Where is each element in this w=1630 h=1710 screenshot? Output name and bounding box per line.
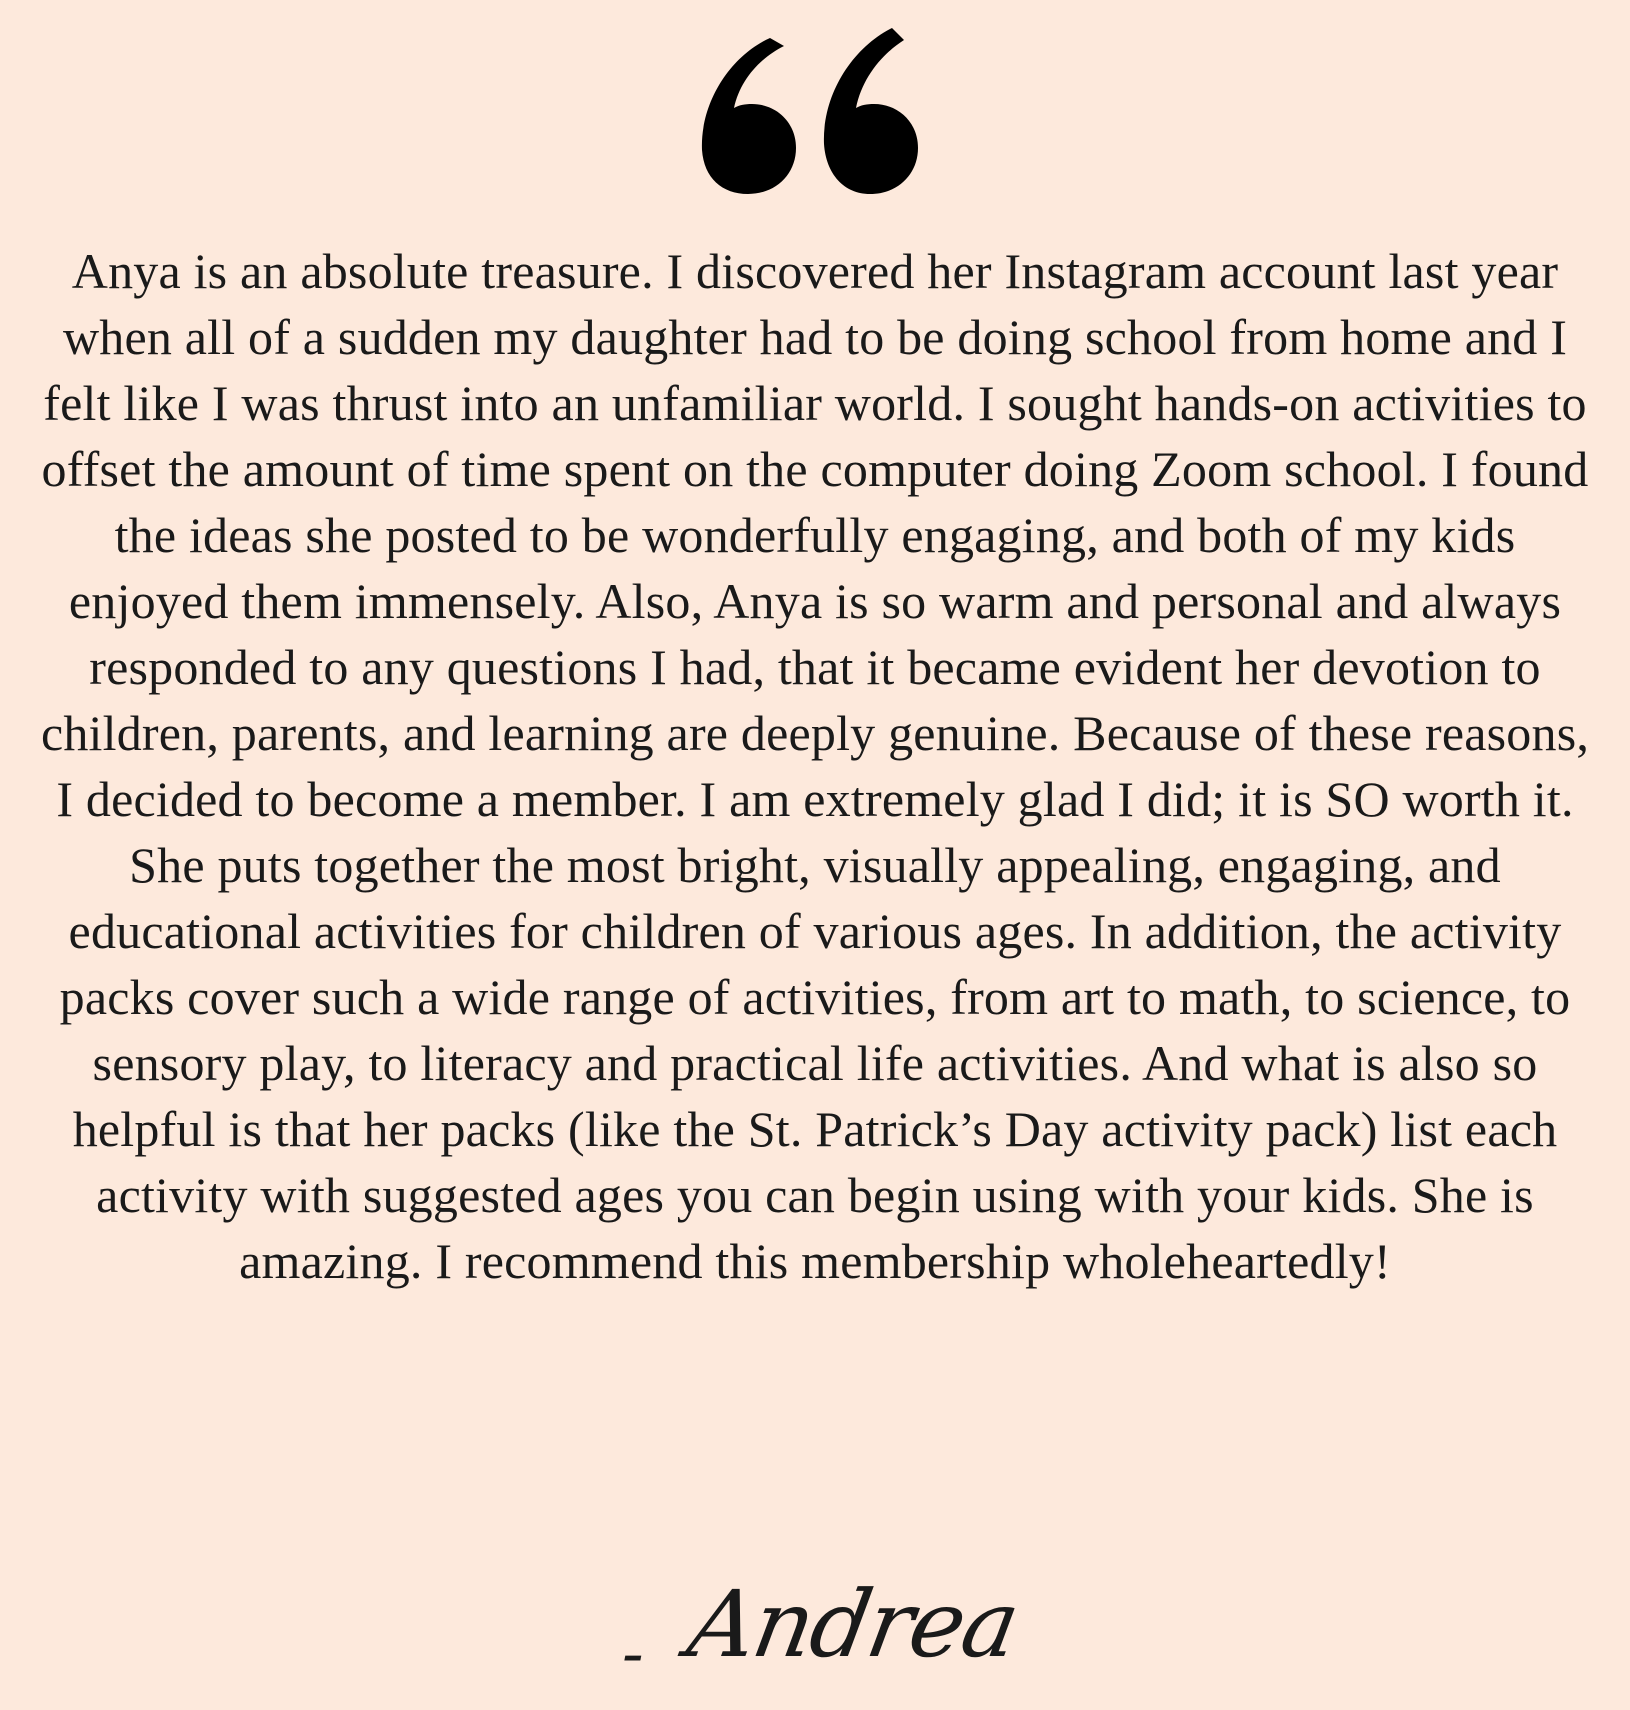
testimonial-text: Anya is an absolute treasure. I discovered her Instagram account last year when all of a sudden my daughter had to be doing school from home and I felt like I was thrust into an unfamiliar world. I sought hands-on activities to offset the amount of time spent on the computer doing Zoom school. I found the ideas she posted to be wonderfully engaging, and both of my kids enjoyed them immensely. Also, Anya is so warm and personal and always responded to any questions I had, that it became evident her devotion to children, parents, and learning are deeply genuine. Because of these reasons, I decided to become a member. I am extremely glad I did; it is SO worth it. She puts together the most bright, visually appealing, engaging, and educational activities for children of various ages. In addition, the activity packs cover such a wide range of activities, from art to math, to science, to sensory play, to literacy and practical life activities. And what is also so helpful is that her packs (like the St. Patrick’s Day activity pack) list each activity with suggested ages you can begin using with your kids. She is amazing. I recommend this membership wholeheartedly! [40,243,1590,1289]
author-name: Andrea [680,1571,1026,1678]
signature-dash: - [622,1617,644,1691]
signature [610,1540,1030,1690]
quote-open-icon [700,28,940,198]
